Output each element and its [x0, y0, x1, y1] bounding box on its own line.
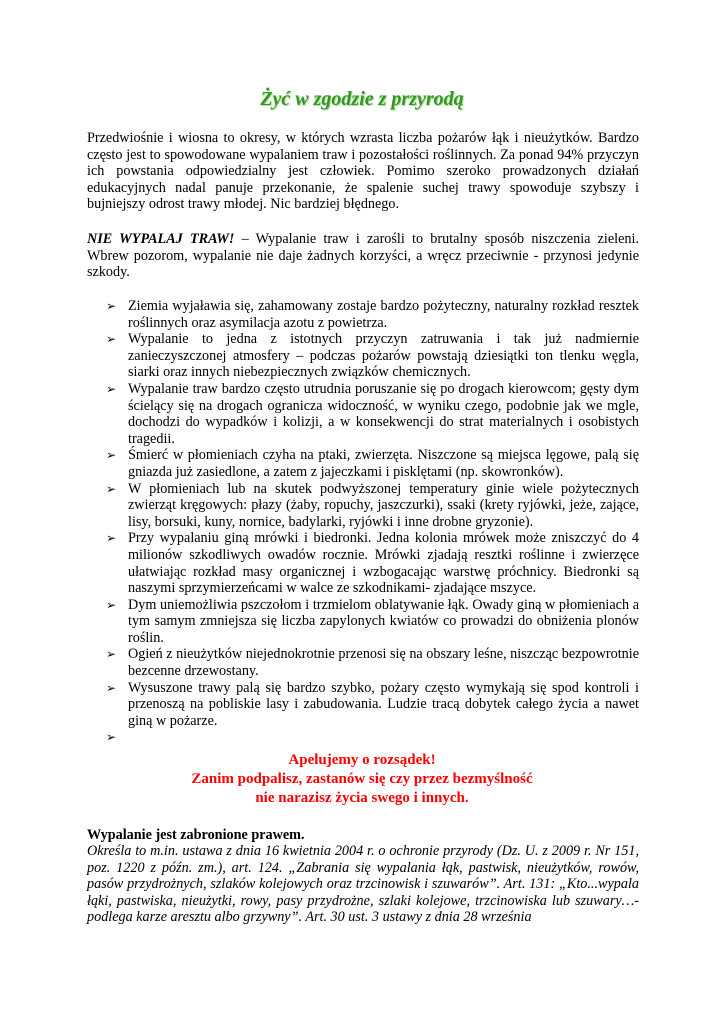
list-item-text — [128, 729, 132, 745]
list-item — [106, 298, 639, 331]
appeal-block — [0, 751, 724, 808]
arrow-bullet-icon: ➢ — [106, 730, 117, 745]
list-item — [106, 646, 639, 679]
page-title: Żyć w zgodzie z przyrodą — [260, 88, 464, 110]
list-item-text: Wypalanie traw bardzo często utrudnia poruszanie się po drogach kierowcom; gęsty dym ścielący się na drogach ogranicza widoczność, w wyniku czego, podobnie jak we mgle, dochodzi do wypadków i kolizji, a w konsekwencji do strat materialnych i osobistych tragedii. — [128, 380, 639, 447]
list-item-text: Przy wypalaniu giną mrówki i biedronki. Jedna kolonia mrówek może zniszczyć do 4 milionów szkodliwych owadów rocznie. Mrówki zjadają resztki roślinne i zwierzęce ułatwiając rozkład masy organicznej i wzbogacając warstwę próchnicy. Biedronki są naszymi sprzymierzeńcami w walce ze szkodnikami- zjadające mszyce. — [128, 530, 639, 597]
arrow-bullet-icon: ➢ — [106, 531, 117, 546]
arrow-bullet-icon: ➢ — [106, 448, 117, 463]
list-item-text: Dym uniemożliwia pszczołom i trzmielom oblatywanie łąk. Owady giną w płomieniach a tym samym zmniejsza się liczba zapylonych kwiatów co prowadzi do obniżenia plonów roślin. — [128, 596, 639, 646]
list-item — [106, 481, 639, 531]
list-item-text: W płomieniach lub na skutek podwyższonej temperatury ginie wiele pożytecznych zwierząt kręgowych: płazy (żaby, ropuchy, jaszczurki), ssaki (krety ryjówki, jeże, zające, lisy, borsuki, kuny, nornice, badylarki, ryjówki i inne drobne gryzonie). — [128, 480, 639, 530]
appeal-line-1: Apelujemy o rozsądek! — [288, 752, 436, 768]
warning-paragraph — [87, 231, 639, 281]
list-item — [106, 447, 639, 480]
appeal-line-3: nie narazisz życia swego i innych. — [255, 790, 469, 806]
list-item — [106, 381, 639, 447]
arrow-bullet-icon: ➢ — [106, 481, 117, 496]
warning-lead: NIE WYPALAJ TRAW! — [87, 231, 235, 247]
list-item-text: Ziemia wyjaławia się, zahamowany zostaje bardzo pożyteczny, naturalny rozkład resztek roślinnych oraz asymilacja azotu z powietrza. — [128, 298, 639, 331]
list-item-empty — [106, 729, 639, 746]
list-item-text: Ogień z nieużytków niejednokrotnie przenosi się na obszary leśne, niszcząc bezpowrotnie bezcenne drzewostany. — [128, 646, 639, 680]
warning-text: – Wypalanie traw i zarośli to brutalny sposób niszczenia zieleni. Wbrew pozorom, wypalanie nie daje żadnych korzyści, a wręcz przeciwnie - przynosi jedynie szkody. — [87, 231, 639, 281]
list-item — [106, 331, 639, 381]
arrow-bullet-icon: ➢ — [106, 597, 117, 612]
list-item — [106, 530, 639, 596]
law-heading: Wypalanie jest zabronione prawem. — [87, 827, 305, 843]
arrow-bullet-icon: ➢ — [106, 680, 117, 695]
appeal-line-2: Zanim podpalisz, zastanów się czy przez bezmyślność — [191, 771, 533, 787]
law-text: Określa to m.in. ustawa z dnia 16 kwietnia 2004 r. o ochronie przyrody (Dz. U. z 2009 r. Nr 151, poz. 1220 z późn. zm.), art. 124. „Zabrania się wypalania łąk, pastwisk, nieużytków, rowów, pasów przydrożnych, szlaków kolejowych oraz trzcinowisk i szuwarów”. Art. 131: „Kto...wypala łąki, pastwiska, nieużytki, rowy, pasy przydrożne, szlaki kolejowe, trzcinowiska lub szuwary…- podlega karze aresztu albo grzywny”. Art. 30 ust. 3 ustawy z dnia 28 września — [87, 843, 639, 926]
list-item-text: Wypalanie to jedna z istotnych przyczyn zatruwania i tak już nadmiernie zanieczyszczonej atmosfery – podczas pożarów powstają dziesiątki ton tlenku węgla, siarki oraz innych niebezpiecznych związków chemicznych. — [128, 331, 639, 381]
arrow-bullet-icon: ➢ — [106, 381, 117, 396]
list-item — [106, 597, 639, 647]
list-item-text: Śmierć w płomieniach czyha na ptaki, zwierzęta. Niszczone są miejsca lęgowe, palą się gniazda już zasiedlone, a zatem z jajeczkami i pisklętami (np. skowronków). — [128, 447, 639, 480]
intro-paragraph: Przedwiośnie i wiosna to okresy, w których wzrasta liczba pożarów łąk i nieużytków. Bardzo często jest to spowodowane wypalaniem traw i pozostałości roślinnych. Za ponad 94% przyczyn ich powstania odpowiedzialny jest człowiek. Pomimo szeroko prowadzonych działań edukacyjnych nadal panuje przekonanie, że spalenie suchej trawy spowoduje szybszy i bujniejszy odrost trawy młodej. Nic bardziej błędnego. — [87, 130, 639, 213]
list-item — [106, 680, 639, 730]
list-item-text: Wysuszone trawy palą się bardzo szybko, pożary często wymykają się spod kontroli i przenoszą na pobliskie lasy i zabudowania. Ludzie tracą dobytek całego życia a nawet giną w pożarze. — [128, 679, 639, 729]
consequences-list — [106, 298, 639, 746]
arrow-bullet-icon: ➢ — [106, 647, 117, 662]
arrow-bullet-icon: ➢ — [106, 332, 117, 347]
arrow-bullet-icon: ➢ — [106, 299, 117, 313]
